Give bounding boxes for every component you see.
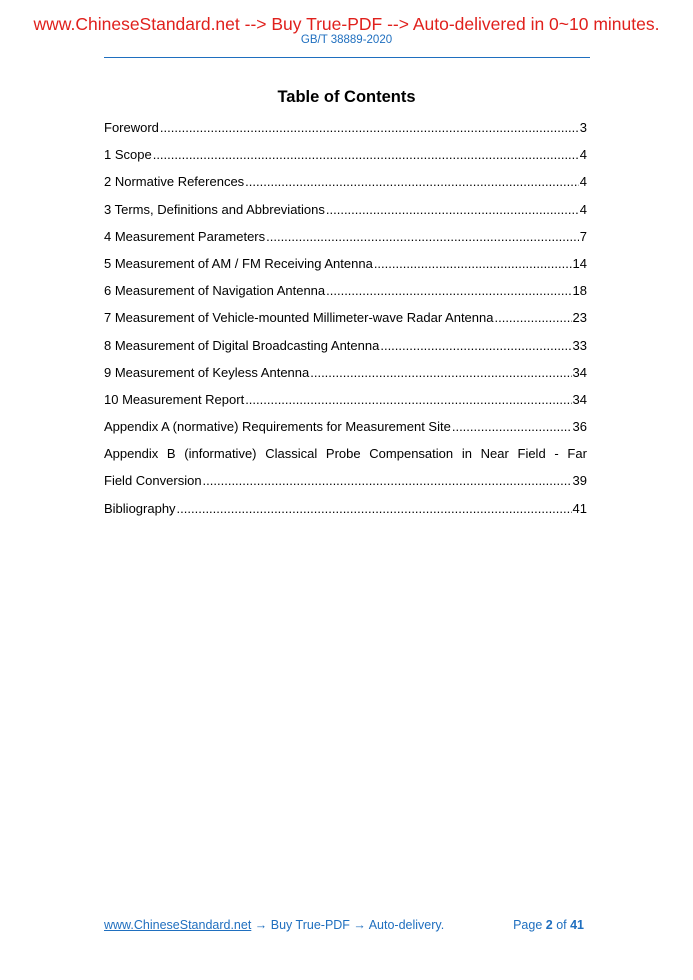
page-prefix: Page xyxy=(513,918,546,932)
toc-entry-keyless-antenna[interactable] xyxy=(104,363,587,390)
toc-entry-page: 7 xyxy=(579,228,587,244)
dot-leader xyxy=(380,336,571,356)
toc-entry-scope[interactable] xyxy=(104,145,587,172)
toc-entry-page: 34 xyxy=(572,391,587,407)
page-number xyxy=(513,917,584,933)
toc-word: Appendix xyxy=(104,446,159,462)
toc-entry-page: 14 xyxy=(572,255,587,271)
toc-entry-page: 41 xyxy=(572,500,587,516)
dot-leader xyxy=(452,417,572,437)
toc-entry-measurement-report[interactable] xyxy=(104,390,587,417)
toc-entry-page: 4 xyxy=(579,201,587,217)
toc-entry-label: Foreword xyxy=(104,120,159,135)
footer-promo xyxy=(104,917,444,933)
dot-leader xyxy=(326,281,571,301)
dot-leader xyxy=(160,118,579,138)
toc-entry-terms[interactable] xyxy=(104,200,587,227)
dot-leader xyxy=(153,145,579,165)
toc-word: Compensation xyxy=(369,446,454,462)
toc-entry-label: 9 Measurement of Keyless Antenna xyxy=(104,364,310,380)
toc-entry-appendix-a[interactable] xyxy=(104,417,587,444)
toc-entry-navigation-antenna[interactable] xyxy=(104,281,587,308)
table-of-contents xyxy=(104,118,587,526)
header-divider xyxy=(104,57,590,58)
dot-leader xyxy=(326,200,579,220)
page-current: 2 xyxy=(545,918,553,932)
toc-entry-bibliography[interactable] xyxy=(104,499,587,526)
toc-entry-label: 8 Measurement of Digital Broadcasting Antenna xyxy=(104,337,380,353)
toc-entry-page: 36 xyxy=(572,419,587,435)
dot-leader xyxy=(266,227,579,247)
toc-entry-label-line-1 xyxy=(104,444,587,471)
toc-word: - xyxy=(554,446,559,462)
page-total: 41 xyxy=(570,918,584,932)
toc-entry-appendix-b[interactable] xyxy=(104,444,587,498)
footer-text: → Buy True-PDF → Auto-delivery. xyxy=(251,918,445,932)
toc-word: Field xyxy=(517,446,546,462)
page-mid: of xyxy=(552,918,571,932)
dot-leader xyxy=(245,172,579,192)
toc-entry-label-line-2 xyxy=(104,471,587,498)
toc-entry-page: 3 xyxy=(579,120,587,135)
toc-entry-page: 4 xyxy=(579,147,587,163)
toc-entry-foreword[interactable] xyxy=(104,118,587,145)
toc-entry-label: Field Conversion xyxy=(104,473,202,489)
toc-entry-label: 7 Measurement of Vehicle-mounted Millimeter-wave Radar Antenna xyxy=(104,310,494,326)
toc-entry-label: 4 Measurement Parameters xyxy=(104,228,266,244)
toc-entry-label: Appendix A (normative) Requirements for Measurement Site xyxy=(104,419,451,435)
toc-word: Probe xyxy=(325,446,361,462)
toc-entry-label: 6 Measurement of Navigation Antenna xyxy=(104,283,326,299)
toc-entry-page: 34 xyxy=(572,364,587,380)
toc-entry-label: 2 Normative References xyxy=(104,174,245,190)
toc-entry-label: 5 Measurement of AM / FM Receiving Antenna xyxy=(104,255,373,271)
footer-link[interactable]: www.ChineseStandard.net xyxy=(104,918,252,932)
dot-leader xyxy=(203,471,572,491)
toc-entry-page: 33 xyxy=(572,337,587,353)
toc-entry-digital-broadcasting-antenna[interactable] xyxy=(104,336,587,363)
toc-entry-label: 1 Scope xyxy=(104,147,152,163)
standard-number: GB/T 38889-2020 xyxy=(300,34,393,46)
toc-word: (informative) xyxy=(184,446,257,462)
dot-leader xyxy=(494,308,571,328)
toc-entry-page: 23 xyxy=(572,310,587,326)
toc-entry-page: 4 xyxy=(579,174,587,190)
toc-entry-radar-antenna[interactable] xyxy=(104,308,587,335)
dot-leader xyxy=(374,254,572,274)
dot-leader xyxy=(177,499,572,519)
toc-word: Near xyxy=(480,446,509,462)
toc-entry-label: 3 Terms, Definitions and Abbreviations xyxy=(104,201,325,217)
toc-entry-am-fm-antenna[interactable] xyxy=(104,254,587,281)
toc-word: in xyxy=(461,446,472,462)
toc-entry-page: 18 xyxy=(572,283,587,299)
promo-banner[interactable]: www.ChineseStandard.net --> Buy True-PDF --> Auto-delivered in 0~10 minutes. xyxy=(33,14,660,34)
toc-word: B xyxy=(166,446,176,462)
page-footer xyxy=(104,917,584,933)
page-title: Table of Contents xyxy=(277,88,416,106)
toc-entry-label: 10 Measurement Report xyxy=(104,391,245,407)
dot-leader xyxy=(245,390,571,410)
toc-entry-normative-references[interactable] xyxy=(104,172,587,199)
toc-entry-measurement-parameters[interactable] xyxy=(104,227,587,254)
toc-word: Classical xyxy=(265,446,318,462)
toc-word: Far xyxy=(567,446,587,462)
toc-entry-page: 39 xyxy=(572,473,587,489)
dot-leader xyxy=(310,363,571,383)
toc-entry-label: Bibliography xyxy=(104,500,176,516)
